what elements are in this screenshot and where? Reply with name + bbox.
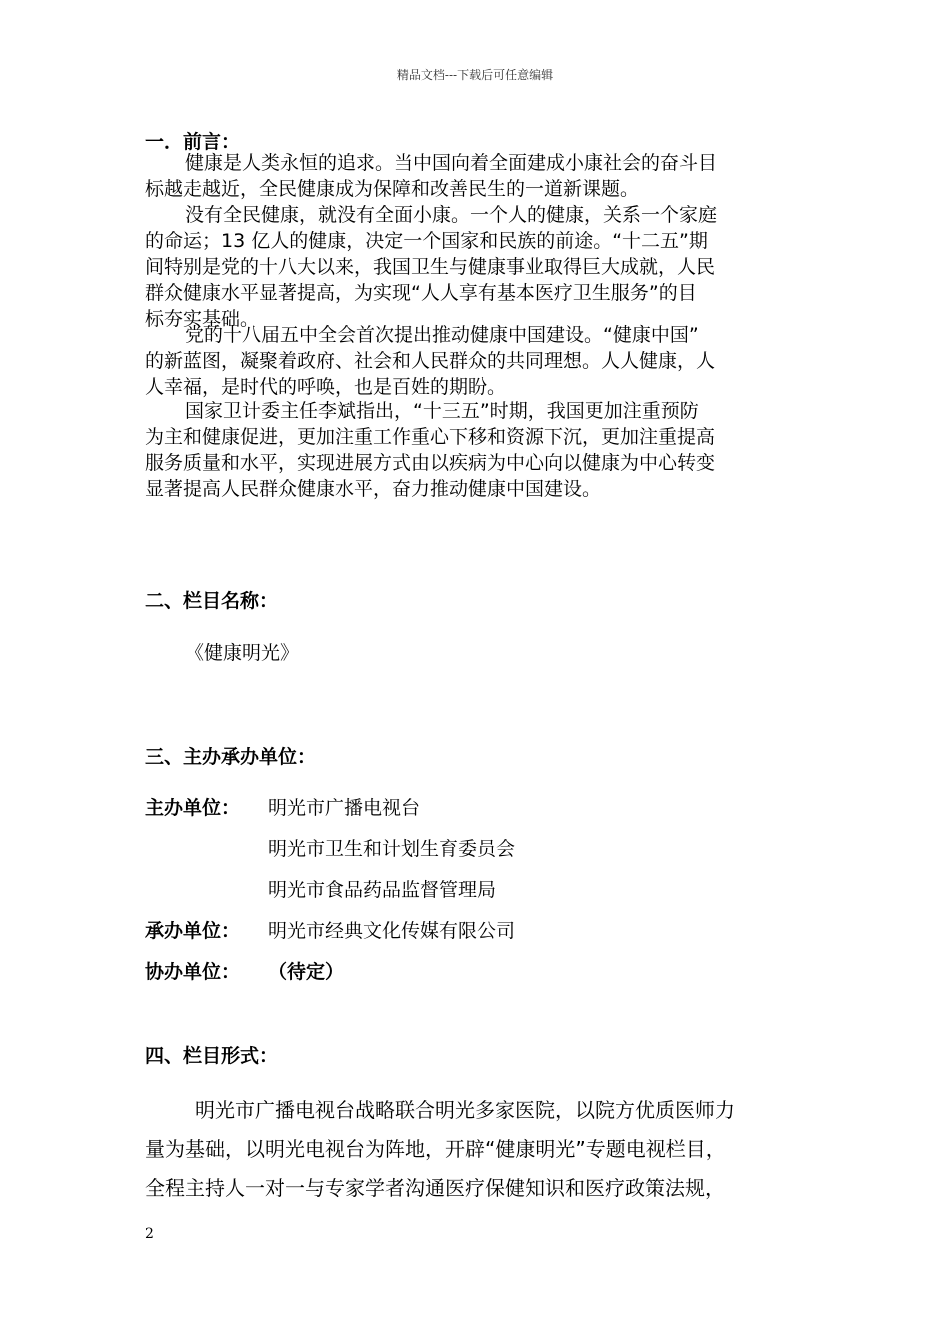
text-line: 没有全民健康，就没有全面小康。一个人的健康，关系一个家庭 [185,204,718,226]
column-title: 《健康明光》 [185,642,300,664]
text-line: 的新蓝图，凝聚着政府、社会和人民群众的共同理想。人人健康，人 [145,350,716,372]
host-row [145,793,420,823]
section-heading-format: 四、栏目形式： [145,1045,279,1067]
section-heading-organizers: 三、主办承办单位： [145,746,317,768]
section-heading-preface: 一．前言： [145,131,241,153]
page-header: 精品文档---下载后可任意编辑 [396,68,554,82]
paragraph-2 [145,202,815,332]
paragraph-1 [145,150,815,202]
text-line: 间特别是党的十八大以来，我国卫生与健康事业取得巨大成就，人民 [145,256,716,278]
co-organizer-value: （待定） [268,961,345,983]
host-value: 明光市卫生和计划生育委员会 [268,838,516,860]
text-line: 为主和健康促进，更加注重工作重心下移和资源下沉，更加注重提高 [145,426,716,448]
co-organizer-row [145,957,344,987]
text-line: 标夯实基础。 [145,308,260,330]
page-number: 2 [145,1226,154,1242]
organizer-value: 明光市经典文化传媒有限公司 [268,920,516,942]
format-paragraph [145,1091,835,1208]
host-row [145,875,496,905]
text-line: 量为基础，以明光电视台为阵地，开辟“健康明光”专题电视栏目， [145,1137,726,1161]
text-line: 服务质量和水平，实现进展方式由以疾病为中心向以健康为中心转变 [145,452,716,474]
co-organizer-label: 协办单位： [145,961,241,983]
text-line: 群众健康水平显著提高，为实现“人人享有基本医疗卫生服务”的目 [145,282,697,304]
text-line: 显著提高人民群众健康水平，奋力推动健康中国建设。 [145,478,602,500]
host-value: 明光市广播电视台 [268,797,421,819]
text-line: 的命运；13 亿人的健康，决定一个国家和民族的前途。“十二五”期 [145,230,708,252]
host-row [145,834,515,864]
text-line: 全程主持人一对一与专家学者沟通医疗保健知识和医疗政策法规， [145,1176,725,1200]
text-line: 明光市广播电视台战略联合明光多家医院，以院方优质医师力 [195,1098,735,1122]
section-heading-column-name: 二、栏目名称： [145,590,279,612]
text-line: 人幸福，是时代的呼唤，也是百姓的期盼。 [145,376,507,398]
host-value: 明光市食品药品监督管理局 [268,879,497,901]
text-line: 标越走越近，全民健康成为保障和改善民生的一道新课题。 [145,178,640,200]
paragraph-3 [145,322,815,400]
text-line: 国家卫计委主任李斌指出，“十三五”时期，我国更加注重预防 [185,400,699,422]
organizer-row [145,916,515,946]
text-line: 党的十八届五中全会首次提出推动健康中国建设。“健康中国” [185,324,699,346]
text-line: 健康是人类永恒的追求。当中国向着全面建成小康社会的奋斗目 [185,152,718,174]
host-label: 主办单位： [145,797,241,819]
paragraph-4 [145,398,815,502]
organizer-label: 承办单位： [145,920,241,942]
